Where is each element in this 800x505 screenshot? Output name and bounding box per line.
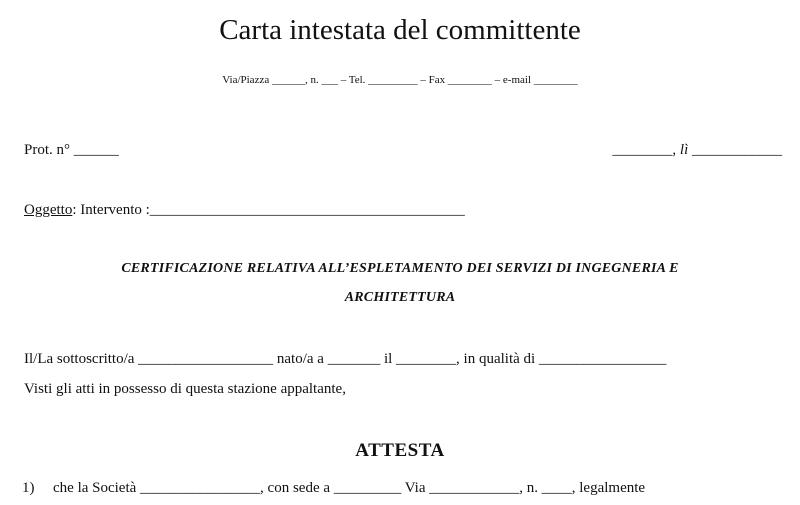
visti-line: Visti gli atti in possesso di questa stazione appaltante, <box>24 381 346 397</box>
protocol-number: Prot. n° ______ <box>24 142 119 158</box>
date-label: lì <box>679 142 689 158</box>
place-blank: ________, <box>612 142 680 158</box>
date-blank: ____________ <box>688 142 782 158</box>
certification-title-line2: ARCHITETTURA <box>344 290 456 305</box>
contact-line: Via/Piazza ______, n. ___ – Tel. _________ – Fax ________ – e-mail ________ <box>222 74 578 86</box>
place-date <box>612 142 782 159</box>
subject-label: Oggetto <box>24 202 73 218</box>
item1-number: 1) <box>22 480 35 496</box>
attesta-heading: ATTESTA <box>355 440 445 461</box>
subject-text: : Intervento :__________________________________________ <box>72 202 465 218</box>
signatory-line: Il/La sottoscritto/a __________________ nato/a a _______ il ________, in qualità di _________________ <box>24 351 667 367</box>
subject-line <box>24 202 465 219</box>
certification-title-line1: CERTIFICAZIONE RELATIVA ALL’ESPLETAMENTO DEI SERVIZI DI INGEGNERIA E <box>121 261 679 276</box>
item1-text: che la Società ________________, con sede a _________ Via ____________, n. ____, legalmente <box>53 480 646 496</box>
letterhead-title: Carta intestata del committente <box>219 14 581 46</box>
